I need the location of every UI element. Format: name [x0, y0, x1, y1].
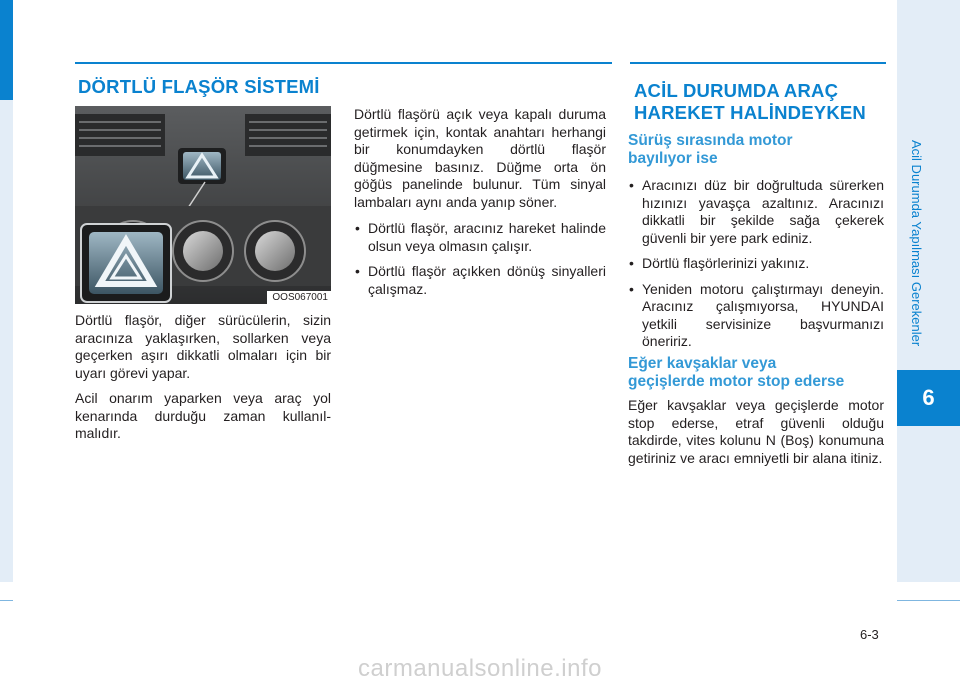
left-column-top-rule	[75, 62, 612, 64]
hazard-paragraph-2: Acil onarım yaparken veya araç yol kenarında durduğu zaman kullanılmalıdır.	[75, 390, 331, 441]
section-title-emergency	[634, 80, 866, 124]
hazard-operation-intro: Dörtlü flaşörü açık veya kapalı duruma getirmek için, kontak anahtarı herhangi bir konumdayken dörtlü flaşör düğmesine basınız. Düğme orta ön göğüs panelinde bulunur. Tüm sinyal lambaları aynı anda yanıp söner.	[354, 106, 606, 210]
section-title-line-1: ACİL DURUMDA ARAÇ	[634, 80, 839, 101]
right-column-top-rule	[630, 62, 886, 64]
left-margin-rule	[0, 600, 13, 601]
dashboard-illustration	[75, 106, 331, 304]
intersection-stall-paragraph: Eğer kavşaklar veya geçişlerde motor stop ederse, etraf güvenli olduğu takdirde, vites kolunu N (Boş) konumuna getiriniz ve aracı emniyetli bir alana itiniz.	[628, 397, 884, 466]
chapter-number-tab: 6	[897, 370, 960, 426]
engine-stall-steps	[628, 177, 884, 359]
list-item: • Aracınızı düz bir doğrultuda sürerken hızınızı yavaşça azaltınız. Aracınızı dikkatli bir şekilde sağa çekerek güvenli bir yere park ediniz.	[628, 177, 884, 247]
footer-watermark: carmanualsonline.info	[358, 655, 602, 682]
list-item: • Dörtlü flaşör açıkken dönüş sinyalleri çalışmaz.	[354, 263, 606, 298]
section-title-line-2: HAREKET HALİNDEYKEN	[634, 102, 866, 123]
subheading-line-1: Eğer kavşaklar veya	[628, 355, 777, 372]
page-number: 6-3	[860, 627, 879, 642]
hazard-paragraph-1: Dörtlü flaşör, diğer sürücülerin, sizin aracınıza yaklaşırken, sollarken veya geçerken aşırı dikkatli olmaları için bir uyarı görevi yapar.	[75, 312, 331, 381]
right-margin-rule	[897, 600, 960, 601]
list-item: • Yeniden motoru çalıştırmayı deneyin. Aracınız çalışmıyorsa, HYUNDAI yetkili servisinize başvurmanızı öneririz.	[628, 281, 884, 351]
list-item: • Dörtlü flaşör, aracınız hareket halinde olsun veya olmasın çalışır.	[354, 220, 606, 255]
subheading-engine-stall	[628, 132, 793, 168]
subheading-line-1: Sürüş sırasında motor	[628, 132, 793, 149]
chapter-side-label-text: Acil Durumda Yapılması Gerekenler	[909, 140, 924, 347]
subheading-line-2: bayılıyor ise	[628, 150, 718, 167]
hazard-switch-photo	[75, 106, 331, 304]
hazard-operation-text	[354, 106, 606, 219]
photo-caption: OOS067001	[267, 291, 331, 304]
chapter-side-label	[904, 140, 926, 370]
list-item: • Dörtlü flaşörlerinizi yakınız.	[628, 255, 884, 273]
left-accent-tab	[0, 0, 13, 100]
subheading-line-2: geçişlerde motor stop ederse	[628, 373, 845, 390]
hazard-description	[75, 312, 331, 451]
hazard-notes-list	[354, 220, 606, 306]
section-title-hazard: DÖRTLÜ FLAŞÖR SİSTEMİ	[78, 76, 320, 97]
intersection-stall-text	[628, 397, 884, 475]
subheading-intersection-stall	[628, 355, 844, 391]
